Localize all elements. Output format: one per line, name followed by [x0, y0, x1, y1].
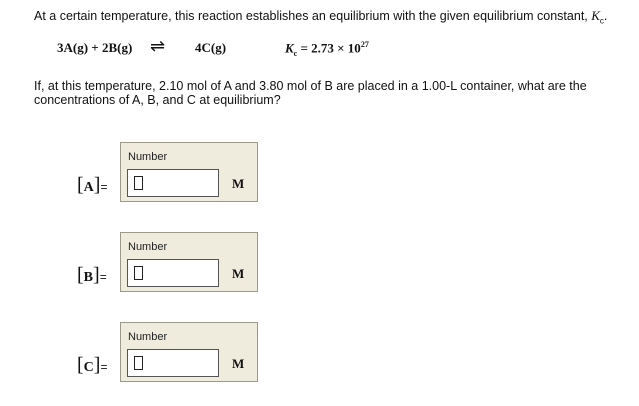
- bracket-close: ]: [93, 354, 101, 376]
- problem-intro: [34, 8, 607, 26]
- reaction-reactants: 3A(g) + 2B(g): [57, 40, 133, 55]
- question-text: If, at this temperature, 2.10 mol of A and 3.80 mol of B are placed in a 1.00-L container, what are the concentrations of A, B, and C at equilibrium?: [34, 79, 587, 107]
- answer-box-a: [120, 142, 258, 202]
- answer-row-c: [0, 322, 639, 392]
- kc-exponent: 27: [360, 40, 369, 49]
- reaction-equation: [57, 36, 227, 56]
- answer-caption: Number: [128, 331, 168, 343]
- concentration-label-c: [77, 354, 107, 377]
- unit-label: M: [232, 356, 245, 371]
- bracket-close: ]: [93, 264, 100, 286]
- equals-sign: =: [100, 180, 108, 194]
- intro-end: .: [603, 9, 608, 23]
- species-label: B: [83, 270, 94, 285]
- concentration-input-a[interactable]: [127, 169, 219, 197]
- intro-text: At a certain temperature, this reaction establishes an equilibrium with the given equilibrium constant,: [34, 9, 592, 23]
- kc-value: = 2.73 × 10: [297, 40, 361, 56]
- answer-row-b: [0, 232, 639, 302]
- reaction-products: 4C(g): [195, 40, 227, 55]
- text-cursor-icon: [134, 176, 143, 190]
- species-label: C: [83, 360, 94, 375]
- species-label: A: [83, 180, 94, 195]
- answer-row-a: [0, 142, 639, 212]
- unit-label: M: [232, 176, 245, 191]
- bracket-open: [: [77, 354, 84, 376]
- equilibrium-constant: [285, 40, 369, 58]
- concentration-input-c[interactable]: [127, 349, 219, 377]
- kc-symbol: K: [285, 40, 294, 56]
- text-cursor-icon: [134, 356, 143, 370]
- concentration-input-b[interactable]: [127, 259, 219, 287]
- concentration-label-a: [77, 174, 107, 197]
- kc-subscript: c: [293, 48, 298, 58]
- unit-label: M: [232, 266, 245, 281]
- answer-box-c: [120, 322, 258, 382]
- answer-caption: Number: [128, 241, 168, 253]
- intro-k-symbol: K: [591, 8, 600, 23]
- answer-box-b: [120, 232, 258, 292]
- concentration-label-b: [77, 264, 107, 287]
- equilibrium-arrow-icon: ⇌: [150, 36, 166, 56]
- bracket-open: [: [77, 264, 84, 286]
- bracket-open: [: [77, 174, 84, 196]
- answer-caption: Number: [128, 151, 168, 163]
- equals-sign: =: [99, 270, 107, 284]
- intro-k-subscript: c: [599, 16, 604, 26]
- bracket-close: ]: [93, 174, 101, 196]
- equals-sign: =: [100, 360, 108, 374]
- text-cursor-icon: [134, 266, 143, 280]
